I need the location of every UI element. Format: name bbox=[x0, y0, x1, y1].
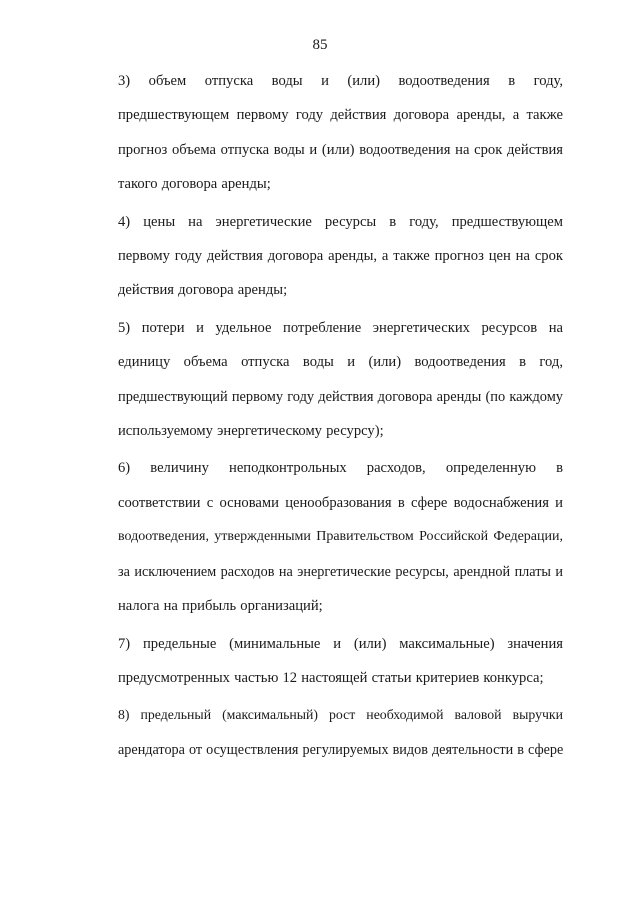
text-line: водоотведения, утвержденными Правительством Российской Федерации, bbox=[118, 529, 563, 545]
page-number: 85 bbox=[312, 37, 328, 53]
text-line: 7) предельные (минимальные и (или) максимальные) значения bbox=[118, 635, 563, 652]
text-line: 5) потери и удельное потребление энергетических ресурсов на bbox=[118, 319, 563, 336]
text-line: 3) объем отпуска воды и (или) водоотведения в году, bbox=[118, 73, 563, 89]
text-line: налога на прибыль организаций; bbox=[118, 598, 323, 615]
paragraph-item-6 bbox=[76, 451, 563, 623]
text-line: предшествующий первому году действия договора аренды (по каждому bbox=[118, 388, 563, 405]
text-line: предусмотренных частью 12 настоящей статьи критериев конкурса; bbox=[118, 669, 544, 686]
text-line: 6) величину неподконтрольных расходов, определенную в bbox=[118, 460, 563, 477]
text-line: 4) цены на энергетические ресурсы в году, предшествующем bbox=[118, 213, 563, 230]
text-line: за исключением расходов на энергетические ресурсы, арендной платы и bbox=[118, 563, 563, 580]
paragraph-item-3 bbox=[76, 64, 563, 202]
text-line: прогноз объема отпуска воды и (или) водоотведения на срок действия bbox=[118, 141, 563, 158]
text-line: используемому энергетическому ресурсу); bbox=[118, 423, 384, 440]
text-line: действия договора аренды; bbox=[118, 282, 288, 299]
text-line: 8) предельный (максимальный) рост необходимой валовой выручки bbox=[118, 707, 563, 723]
text-line: соответствии с основами ценообразования в сфере водоснабжения и bbox=[118, 494, 563, 511]
text-line: арендатора от осуществления регулируемых видов деятельности в сфере bbox=[118, 741, 564, 758]
paragraph-item-4 bbox=[76, 205, 563, 308]
text-line: первому году действия договора аренды, а также прогноз цен на срок bbox=[118, 248, 563, 265]
paragraph-item-7 bbox=[76, 627, 563, 696]
text-line: предшествующем первому году действия договора аренды, а также bbox=[118, 107, 563, 124]
paragraph-item-8 bbox=[76, 698, 563, 767]
document-body bbox=[76, 64, 563, 770]
text-line: единицу объема отпуска воды и (или) водоотведения в год, bbox=[118, 354, 563, 371]
paragraph-item-5 bbox=[76, 311, 563, 449]
text-line: такого договора аренды; bbox=[118, 176, 271, 193]
